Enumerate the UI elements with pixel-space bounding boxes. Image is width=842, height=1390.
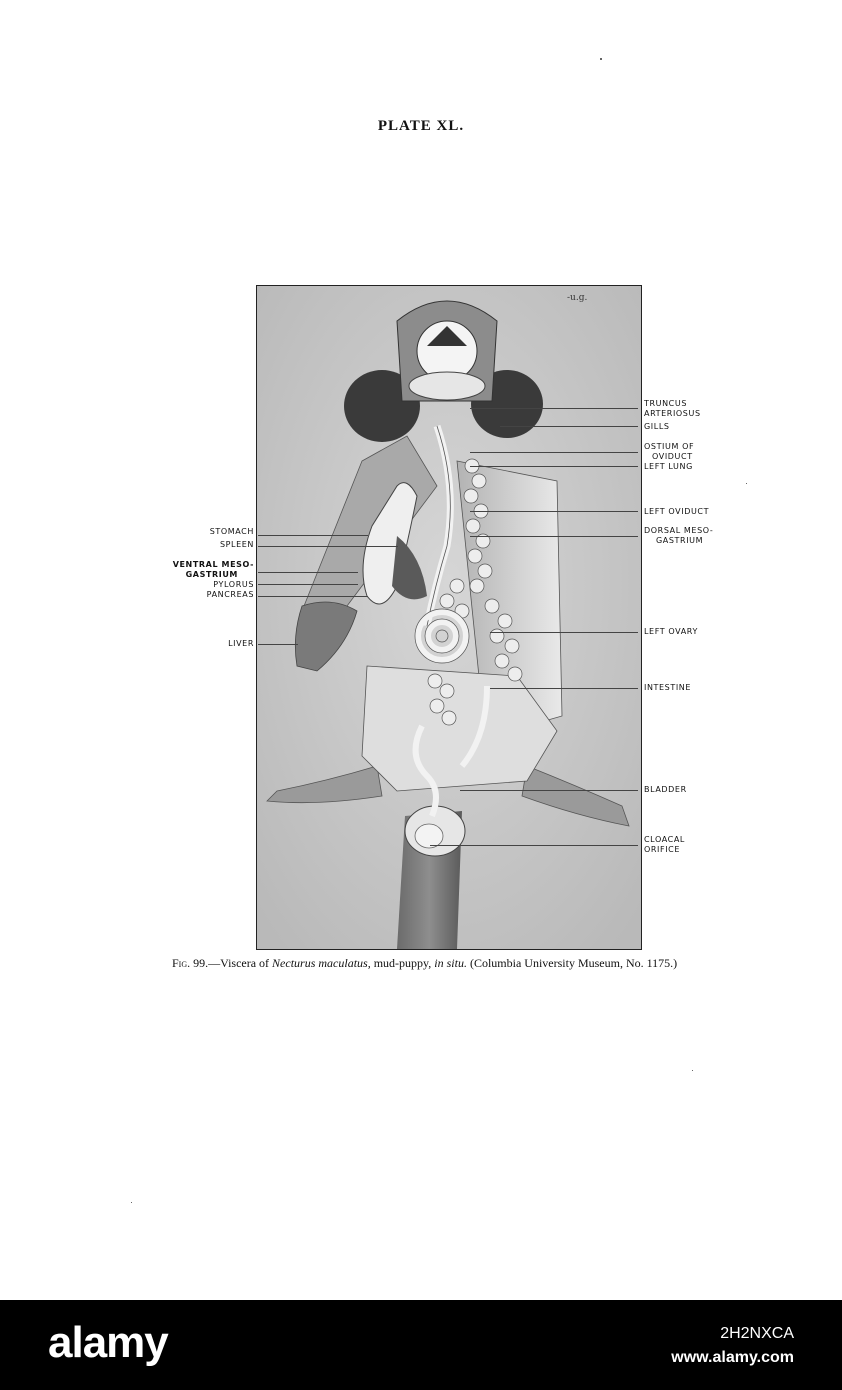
caption-text: —Viscera of xyxy=(208,956,273,970)
figure-caption xyxy=(172,957,724,970)
label-spleen: SPLEEN xyxy=(219,540,254,549)
leader-line xyxy=(470,466,638,467)
alamy-logo: alamy xyxy=(48,1318,168,1367)
leader-line xyxy=(258,535,368,536)
caption-species: Necturus maculatus, xyxy=(272,956,371,970)
label-left-ovary: LEFT OVARY xyxy=(644,627,698,636)
artist-signature: -u.g. xyxy=(567,293,588,303)
leader-line xyxy=(258,596,368,597)
caption-text: mud-puppy, xyxy=(370,956,435,970)
label-intestine: INTESTINE xyxy=(644,683,692,692)
label-ventral-meso: VENTRAL MESO- xyxy=(172,560,254,569)
necturus-viscera-drawing xyxy=(257,286,641,949)
leader-line xyxy=(430,845,638,846)
leader-line xyxy=(500,426,638,427)
label-stomach: STOMACH xyxy=(209,527,254,536)
label-left-lung: LEFT LUNG xyxy=(644,462,693,471)
leader-line xyxy=(258,584,358,585)
speck xyxy=(600,58,602,60)
label-pylorus: PYLORUS xyxy=(213,580,254,589)
leader-line xyxy=(490,688,638,689)
speck xyxy=(746,483,747,484)
speck xyxy=(131,1202,132,1203)
plate-title: PLATE XL. xyxy=(377,118,465,134)
label-ostium-of: OSTIUM OF xyxy=(644,442,695,451)
label-gastrium-right: GASTRIUM xyxy=(656,536,704,545)
label-arteriosus: ARTERIOSUS xyxy=(644,409,701,418)
label-bladder: BLADDER xyxy=(644,785,687,794)
label-pancreas: PANCREAS xyxy=(206,590,254,599)
caption-in-situ: in situ. xyxy=(434,956,467,970)
leader-line xyxy=(470,536,638,537)
label-gills: GILLS xyxy=(644,422,670,431)
figure-illustration xyxy=(256,285,642,950)
label-left-oviduct: LEFT OVIDUCT xyxy=(644,507,710,516)
leader-line xyxy=(470,511,638,512)
leader-line xyxy=(258,546,398,547)
label-orifice: ORIFICE xyxy=(644,845,681,854)
label-gastrium-left: GASTRIUM xyxy=(185,570,238,579)
caption-fig-ref: Fig. 99. xyxy=(172,956,209,970)
label-liver: LIVER xyxy=(228,639,254,648)
leader-line xyxy=(470,452,638,453)
leader-line xyxy=(258,572,358,573)
image-id: 2H2NXCA xyxy=(720,1325,794,1342)
leader-line xyxy=(470,408,638,409)
label-cloacal: CLOACAL xyxy=(644,835,685,844)
label-dorsal-meso: DORSAL MESO- xyxy=(644,526,714,535)
watermark-footer xyxy=(0,1300,842,1390)
leader-line xyxy=(490,632,638,633)
speck xyxy=(692,1070,693,1071)
leader-line xyxy=(258,644,298,645)
caption-text: (Columbia University Museum, No. 1175.) xyxy=(466,956,678,970)
alamy-url: www.alamy.com xyxy=(671,1349,794,1366)
label-truncus: TRUNCUS xyxy=(644,399,688,408)
leader-line xyxy=(460,790,638,791)
stock-id-block xyxy=(671,1322,794,1370)
label-oviduct: OVIDUCT xyxy=(652,452,693,461)
